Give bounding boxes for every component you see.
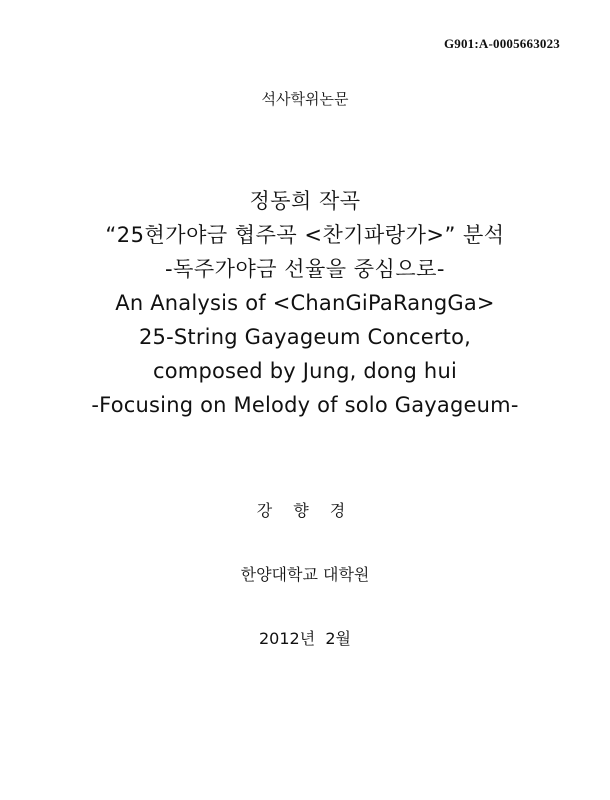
submission-date: 2012년 2월 [259, 629, 351, 648]
university-name: 한양대학교 대학원 [240, 565, 370, 584]
title-korean-line-2: “25현가야금 협주곡 <찬기파랑가>” 분석 [105, 223, 505, 247]
thesis-title [0, 184, 610, 422]
author-name: 강 향 경 [256, 501, 354, 520]
title-english-line-4: -Focusing on Melody of solo Gayageum- [91, 393, 519, 417]
title-korean-line-3: -독주가야금 선율을 중심으로- [165, 257, 445, 281]
document-id: G901:A-0005663023 [443, 36, 560, 51]
title-english-line-3: composed by Jung, dong hui [153, 359, 457, 383]
title-korean-line-1: 정동희 작곡 [249, 189, 361, 213]
degree-label: 석사학위논문 [261, 90, 349, 108]
title-english-line-2: 25-String Gayageum Concerto, [138, 325, 472, 349]
title-english-line-1: An Analysis of <ChanGiPaRangGa> [115, 291, 495, 315]
